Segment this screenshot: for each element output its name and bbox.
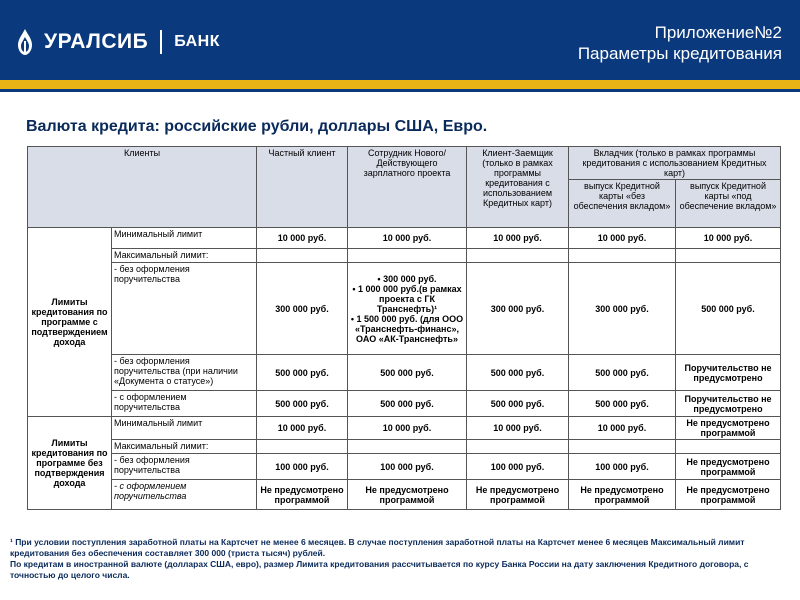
credit-parameters-table [27,146,781,510]
footnote-line2: По кредитам в иностранной валюте (долларах США, евро), размер Лимита кредитования рассчитывается по курсу Банка России на дату заключения Кредитного договора, с точностью до целого числа. [10,559,749,580]
g2-r1-dep1: 100 000 руб. [569,454,676,480]
empty-cell [569,440,676,454]
g1-r2-label: - без оформления поручительства (при наличии «Документа о статусе») [112,355,257,391]
empty-cell [569,249,676,263]
g2-r1-dep2: Не предусмотрено программой [676,454,781,480]
g1-r3-label: - с оформлением поручительства [112,391,257,417]
g1-max-label: Максимальный лимит: [112,249,257,263]
g2-r1-label: - без оформления поручительства [112,454,257,480]
empty-cell [676,249,781,263]
header-title [578,22,782,64]
g2-r2-private: Не предусмотрено программой [257,480,348,510]
header-employee: Сотрудник Нового/ Действующего зарплатного проекта [348,147,467,228]
header-private: Частный клиент [257,147,348,228]
header-depositor-no-collateral: выпуск Кредитной карты «без обеспечения вкладом» [569,180,676,228]
table-row [28,440,781,454]
g2-r2-dep1: Не предусмотрено программой [569,480,676,510]
g1-r1-label: - без оформления поручительства [112,263,257,355]
header-bottom-line [0,89,800,92]
table-row [28,454,781,480]
employee-limit-bullet: • 300 000 руб. [377,273,437,284]
g2-min-borrower: 10 000 руб. [467,417,569,440]
bank-name: УРАЛСИБ [44,30,149,53]
header-depositor-collateral: выпуск Кредитной карты «под обеспечение вкладом» [676,180,781,228]
g1-r3-dep1: 500 000 руб. [569,391,676,417]
table-row [28,355,781,391]
g1-min-label: Минимальный лимит [112,228,257,249]
g1-r2-employee: 500 000 руб. [348,355,467,391]
g2-r2-employee: Не предусмотрено программой [348,480,467,510]
g2-min-employee: 10 000 руб. [348,417,467,440]
group1-label: Лимиты кредитования по программе с подтверждением дохода [28,228,112,417]
empty-cell [467,440,569,454]
group2-label: Лимиты кредитования по программе без подтверждения дохода [28,417,112,510]
g1-r2-dep2: Поручительство не предусмотрено [676,355,781,391]
header-clients: Клиенты [28,147,257,228]
logo-separator [160,30,162,54]
empty-cell [348,249,467,263]
table-row [28,417,781,440]
g1-r2-borrower: 500 000 руб. [467,355,569,391]
g2-min-dep1: 10 000 руб. [569,417,676,440]
footnote-line1: ¹ При условии поступления заработной платы на Картсчет не менее 6 месяцев. В случае поступления заработной платы на Картсчет менее 6 месяцев Максимальный лимит кредитования без обеспечения составляет 300 000 (триста тысяч) рублей. [10,537,745,558]
g2-min-private: 10 000 руб. [257,417,348,440]
g1-r3-employee: 500 000 руб. [348,391,467,417]
employee-limit-bullet: • 1 500 000 руб. (для ООО «Транснефть-финанс», ОАО «АК-Транснефть» [350,313,464,344]
table-row [28,263,781,355]
g1-r3-dep2: Поручительство не предусмотрено [676,391,781,417]
employee-limit-bullet: • 1 000 000 руб.(в рамках проекта с ГК Транснефть)¹ [352,283,462,314]
table-row [28,228,781,249]
header-depositor: Вкладчик (только в рамках программы кредитования с использованием Кредитных карт) [569,147,781,180]
g1-r3-borrower: 500 000 руб. [467,391,569,417]
empty-cell [348,440,467,454]
g1-r1-borrower: 300 000 руб. [467,263,569,355]
g2-min-label: Минимальный лимит [112,417,257,440]
g2-r2-borrower: Не предусмотрено программой [467,480,569,510]
g1-r3-private: 500 000 руб. [257,391,348,417]
g1-r2-private: 500 000 руб. [257,355,348,391]
header-borrower: Клиент-Заемщик (только в рамках программы кредитования с использованием Кредитных карт) [467,147,569,228]
g2-max-label: Максимальный лимит: [112,440,257,454]
g1-r1-dep1: 300 000 руб. [569,263,676,355]
g1-min-dep1: 10 000 руб. [569,228,676,249]
g1-r2-dep1: 500 000 руб. [569,355,676,391]
g1-min-borrower: 10 000 руб. [467,228,569,249]
g1-r1-employee [348,263,467,355]
empty-cell [257,249,348,263]
empty-cell [467,249,569,263]
g2-r1-private: 100 000 руб. [257,454,348,480]
g2-r2-dep2: Не предусмотрено программой [676,480,781,510]
g2-min-dep2: Не предусмотрено программой [676,417,781,440]
empty-cell [676,440,781,454]
g1-min-dep2: 10 000 руб. [676,228,781,249]
g1-r1-private: 300 000 руб. [257,263,348,355]
g2-r1-borrower: 100 000 руб. [467,454,569,480]
table-row [28,480,781,510]
g2-r2-label: - с оформлением поручительства [112,480,257,510]
g1-min-employee: 10 000 руб. [348,228,467,249]
bank-logo [12,26,220,58]
bank-emblem-icon [12,27,38,57]
header-accent-band [0,80,800,89]
table-row [28,249,781,263]
empty-cell [257,440,348,454]
table-row [28,391,781,417]
header-title-line2: Параметры кредитования [577,44,782,63]
g2-r1-employee: 100 000 руб. [348,454,467,480]
bank-word: БАНК [174,33,220,50]
footnote [10,537,780,581]
table-header-row [28,147,781,180]
g1-r1-dep2: 500 000 руб. [676,263,781,355]
page-subtitle: Валюта кредита: российские рубли, доллары США, Евро. [26,118,488,135]
g1-min-private: 10 000 руб. [257,228,348,249]
header-title-line1: Приложение№2 [654,23,782,42]
